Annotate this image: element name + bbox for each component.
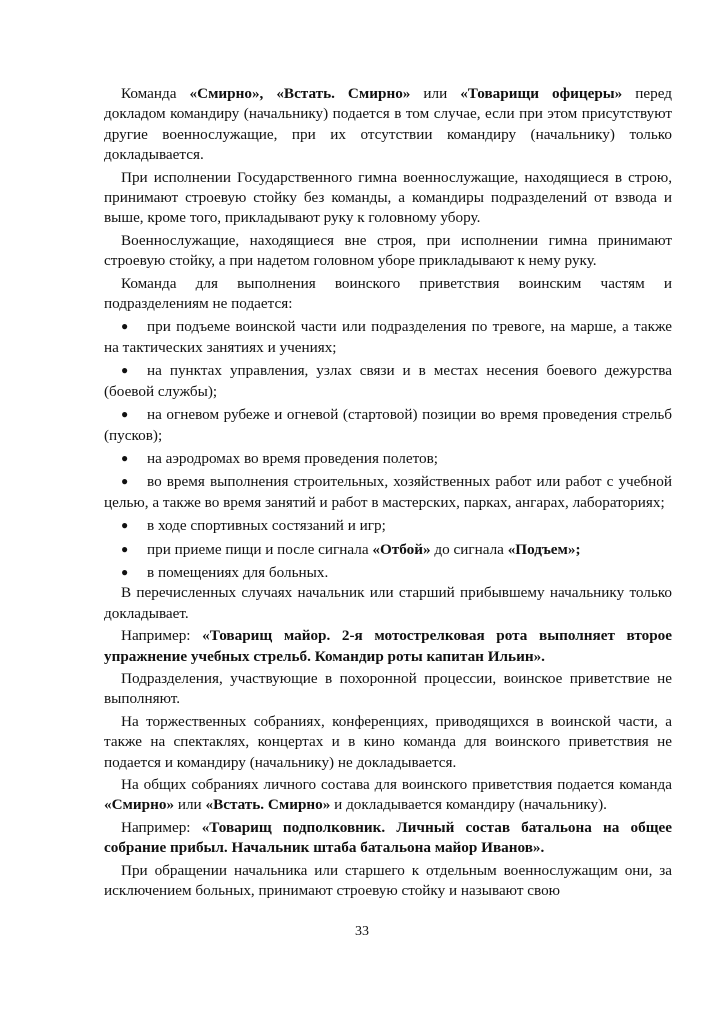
page-number: 33 [355,924,369,939]
bullet-item: ● в ходе спортивных состязаний и игр; [121,517,386,535]
bullet-item: ● при приеме пищи и после сигнала «Отбой» до сигнала «Подъем»; [121,540,581,558]
bullet-item: ● в помещениях для больных. [121,563,329,581]
bullet-icon: ● [121,319,129,334]
paragraph-no-command-intro: Команда для выполнения воинского приветствия воинским частям и подразделениям не подается: [104,274,672,313]
bullet-icon: ● [121,407,129,422]
bullet-icon: ● [121,474,129,489]
bullet-item: ● на огневом рубеже и огневой (стартовой) позиции во время проведения стрельб (пусков); [104,406,672,444]
bullet-item: ● при подъеме воинской части или подразделения по тревоге, на марше, а также на тактических занятиях и учениях; [104,318,672,356]
paragraph-example-major: Например: «Товарищ майор. 2-я мотострелковая рота выполняет второе упражнение учебных стрельб. Командир роты капитан Ильин». [104,627,672,665]
paragraph-example-lieutenant-colonel: Например: «Товарищ подполковник. Личный состав батальона на общее собрание прибыл. Начальник штаба батальона майор Иванов». [104,818,672,857]
paragraph-funeral: Подразделения, участвующие в похоронной процессии, воинское приветствие не выполняют. [104,669,672,708]
paragraph-only-report: В перечисленных случаях начальник или старший прибывшему начальнику только докладывает. [104,584,672,622]
bullet-icon: ● [121,518,129,533]
bullet-icon: ● [121,541,129,556]
paragraph-anthem-out-of-formation: Военнослужащие, находящиеся вне строя, при исполнении гимна принимают строевую стойку, а при надетом головном уборе прикладывают к нему руку. [104,231,672,270]
page-body [104,84,672,901]
bullet-item: ● на пунктах управления, узлах связи и в местах несения боевого дежурства (боевой службы); [104,362,672,400]
paragraph-addressing-individuals: При обращении начальника или старшего к отдельным военнослужащим они, за исключением больных, принимают строевую стойку и называют свою [104,861,672,900]
bullet-icon: ● [121,363,129,378]
bullet-icon: ● [121,450,129,465]
paragraph-anthem-in-formation: При исполнении Государственного гимна военнослужащие, находящиеся в строю, принимают строевую стойку без команды, а командиры подразделений от взвода и выше, кроме того, прикладывают руку к головному убору. [104,168,672,227]
bullet-icon: ● [121,564,129,579]
paragraph-ceremonial-meetings: На торжественных собраниях, конференциях, приводящихся в воинской части, а также на спектаклях, концертах и в кино команда для воинского приветствия не подается и командиру (начальнику) не докладывается. [104,712,672,771]
paragraph-command-smirno: Команда «Смирно», «Встать. Смирно» или «Товарищи офицеры» перед докладом командиру (начальнику) подается в том случае, если при этом присутствуют другие военнослужащие, при их отсутствии командиру (начальнику) только докладывается. [104,85,672,164]
paragraph-general-meetings: На общих собраниях личного состава для воинского приветствия подается команда «Смирно» или «Встать. Смирно» и докладывается командиру (начальнику). [104,776,672,814]
bullet-item: ● на аэродромах во время проведения полетов; [121,449,439,467]
bullet-item: ● во время выполнения строительных, хозяйственных работ или работ с учебной целью, а также во время занятий и работ в мастерских, парках, ангарах, лабораториях; [104,473,672,511]
